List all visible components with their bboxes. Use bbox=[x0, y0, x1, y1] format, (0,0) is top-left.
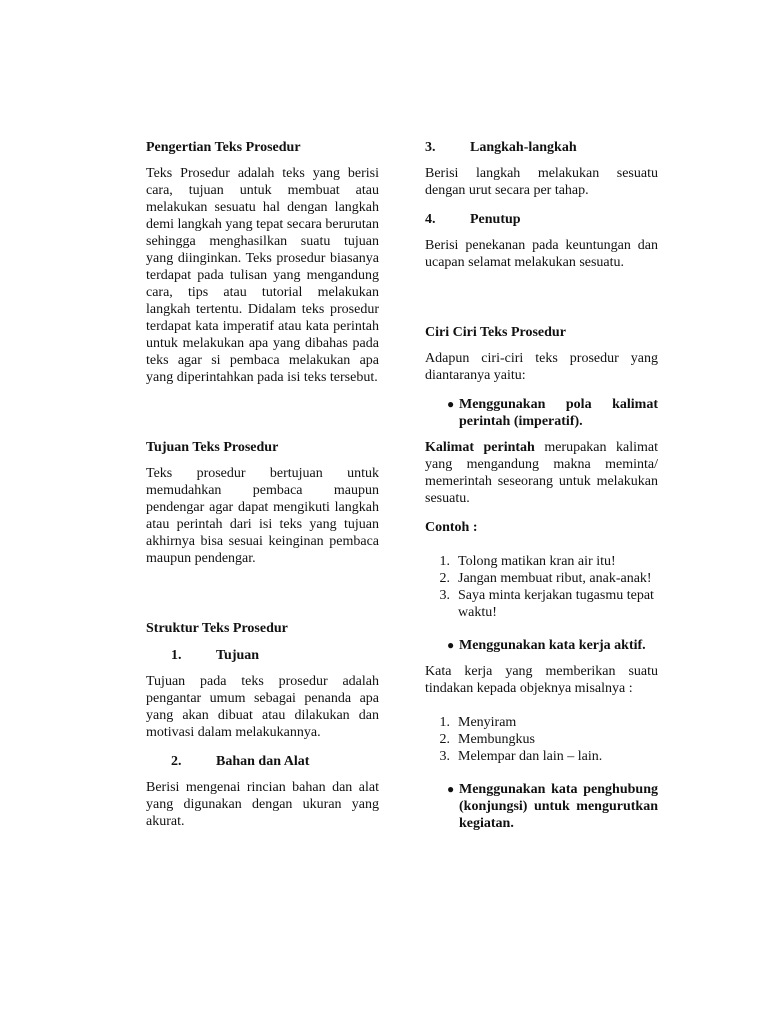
right-column bbox=[425, 139, 658, 832]
ciri-bullet-text: Menggunakan kata penghubung (konjungsi) untuk mengurutkan kegiatan. bbox=[459, 782, 658, 831]
list-item-text: Jangan membuat ribut, anak-anak! bbox=[458, 571, 652, 586]
section-heading-tujuan: Tujuan Teks Prosedur bbox=[146, 440, 279, 455]
section-heading-ciri: Ciri Ciri Teks Prosedur bbox=[425, 325, 566, 340]
ciri-bullet-text: Menggunakan pola kalimat perintah (imperatif). bbox=[459, 397, 658, 429]
ciri-bullet bbox=[425, 396, 658, 430]
kalimat-perintah-term: Kalimat perintah bbox=[425, 440, 535, 455]
list-item-text: Saya minta kerjakan tugasmu tepat waktu! bbox=[458, 588, 654, 620]
list-item bbox=[425, 748, 658, 765]
list-item-text: Tolong matikan kran air itu! bbox=[458, 554, 616, 569]
kata-kerja-list bbox=[425, 714, 658, 765]
list-item-text: Menyiram bbox=[458, 715, 517, 730]
list-item-text: Melempar dan lain – lain. bbox=[458, 749, 603, 764]
struktur-item-heading bbox=[425, 211, 658, 228]
kata-kerja-paragraph: Kata kerja yang memberikan suatu tindakan kepada objeknya misalnya : bbox=[425, 664, 658, 696]
list-item-number: 3. bbox=[439, 588, 450, 603]
contoh-list bbox=[425, 553, 658, 621]
struktur-item-body: Berisi langkah melakukan sesuatu dengan urut secara per tahap. bbox=[425, 166, 658, 198]
ciri-intro-paragraph: Adapun ciri-ciri teks prosedur yang diantaranya yaitu: bbox=[425, 351, 658, 383]
list-item-number: 1. bbox=[439, 554, 450, 569]
struktur-item-title: Langkah-langkah bbox=[470, 140, 577, 155]
struktur-item-title: Tujuan bbox=[216, 648, 260, 663]
struktur-item-body: Berisi penekanan pada keuntungan dan ucapan selamat melakukan sesuatu. bbox=[425, 238, 658, 270]
section-heading-struktur: Struktur Teks Prosedur bbox=[146, 621, 288, 636]
bullet-icon: ● bbox=[447, 638, 455, 652]
contoh-label: Contoh : bbox=[425, 520, 478, 535]
struktur-item-title: Bahan dan Alat bbox=[216, 754, 310, 769]
struktur-item-body: Berisi mengenai rincian bahan dan alat yang digunakan dengan ukuran yang akurat. bbox=[146, 780, 379, 829]
struktur-item-number: 3. bbox=[425, 140, 436, 155]
list-item-number: 2. bbox=[439, 732, 450, 747]
list-item bbox=[425, 553, 658, 570]
kalimat-perintah-paragraph bbox=[425, 439, 658, 507]
struktur-item-number: 4. bbox=[425, 212, 436, 227]
ciri-bullet-text: Menggunakan kata kerja aktif. bbox=[459, 638, 646, 653]
ciri-bullet bbox=[425, 637, 658, 654]
list-item bbox=[425, 570, 658, 587]
left-column bbox=[146, 139, 379, 830]
pengertian-paragraph: Teks Prosedur adalah teks yang berisi cara, tujuan untuk membuat atau melakukan sesuatu hal dengan langkah demi langkah yang tepat secara berurutan sehingga menghasilkan suatu tujuan yang diinginkan. Teks prosedur biasanya terdapat pada tulisan yang mengandung cara, tips atau tutorial melakukan langkah tertentu. Didalam teks prosedur terdapat kata imperatif atau kata perintah untuk melakukan apa yang dibahas pada teks agar si pembaca melakukan apa yang diperintahkan pada isi teks tersebut. bbox=[146, 166, 379, 385]
struktur-item-number: 2. bbox=[171, 754, 182, 769]
struktur-item-title: Penutup bbox=[470, 212, 521, 227]
list-item bbox=[425, 714, 658, 731]
list-item bbox=[425, 587, 658, 621]
list-item-number: 2. bbox=[439, 571, 450, 586]
list-item bbox=[425, 731, 658, 748]
section-heading-pengertian: Pengertian Teks Prosedur bbox=[146, 140, 301, 155]
struktur-item-body: Tujuan pada teks prosedur adalah pengantar umum sebagai penanda apa yang akan dibuat atau dilakukan dan motivasi dalam melakukannya. bbox=[146, 674, 379, 740]
list-item-text: Membungkus bbox=[458, 732, 535, 747]
struktur-item-number: 1. bbox=[171, 648, 182, 663]
struktur-item-heading bbox=[146, 647, 379, 664]
bullet-icon: ● bbox=[447, 782, 455, 796]
tujuan-paragraph: Teks prosedur bertujuan untuk memudahkan pembaca maupun pendengar agar dapat mengikuti langkah atau perintah dari isi teks yang tujuan akhirnya bisa sesuai keinginan pembaca maupun pendengar. bbox=[146, 466, 379, 566]
ciri-bullet bbox=[425, 781, 658, 832]
struktur-item-heading bbox=[425, 139, 658, 156]
list-item-number: 1. bbox=[439, 715, 450, 730]
list-item-number: 3. bbox=[439, 749, 450, 764]
struktur-item-heading bbox=[146, 753, 379, 770]
kalimat-perintah-definition: merupakan kalimat yang mengandung makna meminta/ memerintah seseorang untuk melakukan sesuatu. bbox=[425, 440, 658, 506]
bullet-icon: ● bbox=[447, 397, 455, 411]
